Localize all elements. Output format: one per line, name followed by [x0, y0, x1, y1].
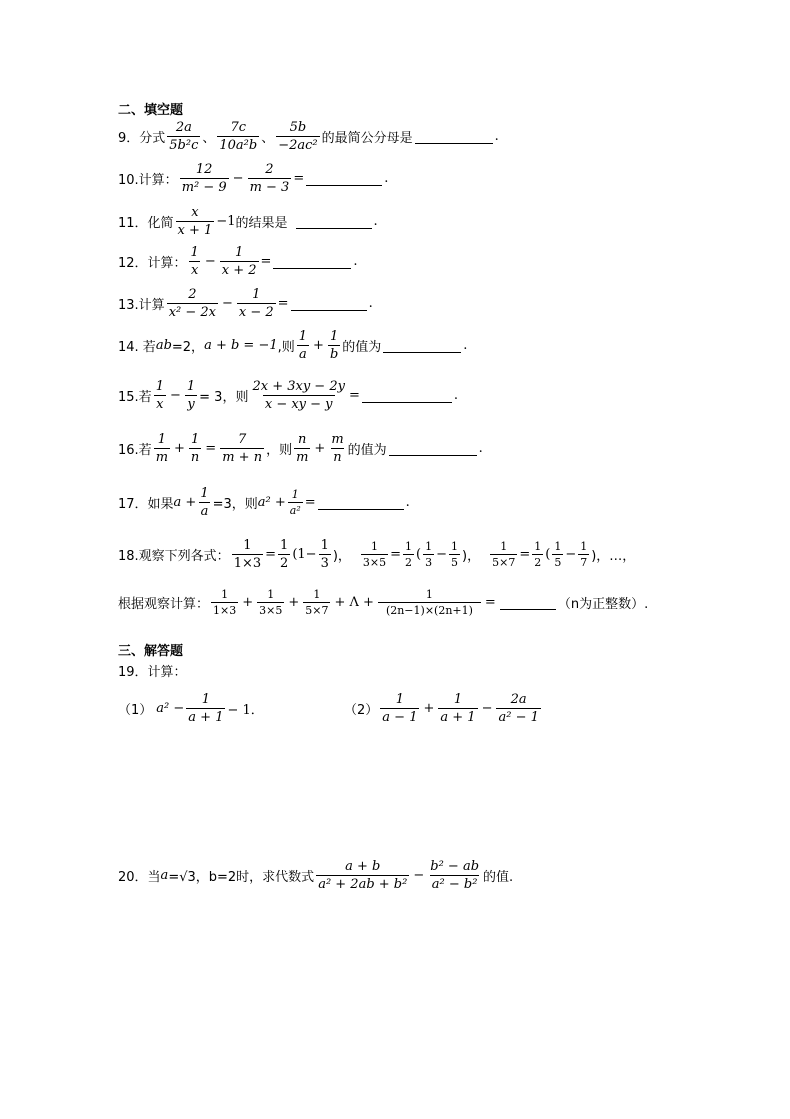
text-segment: 1 — [190, 432, 200, 447]
text-segment: + — [174, 441, 185, 456]
text-segment: 2 — [280, 556, 289, 571]
fraction — [154, 379, 166, 412]
text-segment: 1 — [186, 379, 196, 394]
text-segment: 1 — [425, 540, 433, 553]
text-segment: 5×7 — [305, 604, 329, 617]
text-segment: x − xy − y — [264, 397, 333, 412]
text-segment: − — [232, 171, 244, 186]
text-segment: 16.若 — [118, 443, 152, 458]
question-13 — [118, 287, 373, 320]
text-segment: a — [200, 504, 209, 519]
answer-blank[interactable] — [296, 214, 372, 229]
fraction — [294, 432, 310, 465]
question-17 — [118, 486, 410, 519]
fraction — [198, 486, 210, 519]
fraction — [423, 540, 434, 569]
text-segment: )， — [462, 549, 481, 564]
text-segment: + — [288, 595, 300, 610]
text-segment: 2a — [175, 120, 192, 135]
text-segment: = 3，则 — [199, 390, 249, 405]
fraction — [380, 692, 419, 725]
text-segment: (1− — [292, 547, 317, 562]
text-segment: n — [333, 450, 342, 465]
text-segment: a² − 1 — [498, 710, 539, 725]
text-segment: =√3，b=2时，求代数式 — [168, 870, 315, 885]
fraction — [297, 329, 309, 362]
text-segment: a + — [173, 495, 197, 510]
text-segment: (2n−1)×(2n+1) — [378, 602, 481, 617]
text-segment: = — [348, 388, 360, 403]
fraction — [496, 692, 540, 725]
text-segment: . — [373, 214, 378, 229]
text-segment: 17．如果 — [118, 497, 174, 512]
text-segment: 5b²c — [169, 138, 199, 153]
text-segment: 19．计算： — [118, 665, 187, 680]
text-segment: 1 — [221, 588, 229, 601]
text-segment: 1 — [298, 329, 308, 344]
text-segment: + — [313, 338, 324, 353]
text-segment: 10.计算： — [118, 173, 178, 188]
question-19-part-1 — [118, 692, 264, 725]
text-segment: 的结果是 — [235, 216, 288, 231]
text-segment: 1 — [291, 488, 299, 501]
text-segment: （2） — [344, 703, 379, 718]
text-segment: = — [484, 595, 496, 610]
text-segment: − — [169, 388, 181, 403]
text-segment: 18.观察下列各式： — [118, 549, 230, 564]
text-segment: 1 — [243, 538, 252, 553]
text-segment: 1 — [451, 540, 459, 553]
text-segment: 根据观察计算： — [118, 597, 210, 612]
text-segment: （1） — [118, 703, 153, 718]
text-segment: 1 — [157, 432, 166, 447]
question-19 — [118, 661, 187, 680]
text-segment: . — [463, 338, 468, 353]
fraction — [211, 588, 238, 617]
text-segment: a + 1 — [440, 710, 476, 725]
text-segment: )， — [332, 549, 351, 564]
text-segment: 5b — [289, 120, 307, 135]
text-segment: − — [481, 701, 493, 716]
fraction — [403, 540, 414, 569]
text-segment: 14. 若 — [118, 340, 156, 355]
question-19-part-2 — [344, 692, 543, 725]
text-segment: ab — [155, 338, 172, 353]
fraction — [303, 588, 330, 617]
text-segment: m — [331, 432, 344, 447]
question-18-sum — [118, 588, 648, 617]
text-segment: a — [299, 347, 307, 362]
fraction — [237, 287, 276, 320]
text-segment: 的值. — [483, 870, 514, 885]
text-segment: 三、解答题 — [118, 644, 184, 659]
text-segment: 2 — [188, 287, 197, 302]
fraction — [186, 692, 225, 725]
text-segment: 2x + 3xy − 2y — [252, 379, 345, 394]
text-segment: m² − 9 — [181, 180, 227, 195]
fraction — [220, 432, 264, 465]
text-segment: 11．化简 — [118, 216, 174, 231]
fraction — [288, 488, 303, 517]
text-segment: 1 — [313, 588, 321, 601]
text-segment: = — [519, 547, 531, 562]
text-segment: b² − ab — [430, 859, 480, 874]
text-segment: a² — [289, 504, 301, 517]
question-16 — [118, 432, 483, 465]
fraction — [189, 245, 201, 278]
text-segment: m — [296, 450, 309, 465]
text-segment: 1×3 — [213, 604, 237, 617]
answer-blank[interactable] — [291, 296, 367, 311]
text-segment: x + 1 — [177, 223, 213, 238]
text-segment: 1 — [534, 540, 542, 553]
answer-blank[interactable] — [389, 441, 477, 456]
text-segment: 、 — [202, 131, 216, 146]
answer-blank[interactable] — [500, 595, 556, 610]
text-segment: = — [265, 547, 277, 562]
text-segment: （n为正整数）. — [557, 597, 649, 612]
text-segment: . — [353, 254, 358, 269]
text-segment: 7 — [580, 556, 588, 569]
text-segment: . — [384, 171, 389, 186]
text-segment: = — [260, 254, 272, 269]
text-segment: 、 — [261, 131, 275, 146]
text-segment: x² − 2x — [168, 305, 216, 320]
text-segment: 1 — [500, 540, 508, 553]
text-segment: 12．计算： — [118, 256, 187, 271]
text-segment: =3，则 — [212, 497, 258, 512]
section-solve-title — [118, 640, 183, 659]
answer-blank[interactable] — [362, 388, 452, 403]
text-segment: . — [494, 129, 499, 144]
text-segment: a² + — [257, 495, 286, 510]
text-segment: )，…， — [591, 549, 636, 564]
text-segment: 1×3 — [233, 556, 262, 571]
text-segment: 2a — [510, 692, 527, 707]
fraction — [552, 540, 563, 569]
text-segment: 3×5 — [259, 604, 283, 617]
fraction — [154, 432, 170, 465]
text-segment: b — [329, 347, 339, 362]
question-9 — [118, 120, 499, 153]
text-segment: a − 1 — [382, 710, 418, 725]
text-segment: 的值为 — [342, 340, 382, 355]
fraction — [276, 120, 319, 153]
text-segment: 1 — [200, 486, 209, 501]
text-segment: n — [298, 432, 307, 447]
fraction — [232, 538, 263, 571]
text-segment: 1 — [155, 379, 164, 394]
fraction — [449, 540, 460, 569]
text-segment: x — [191, 263, 199, 278]
text-segment: 2 — [265, 162, 274, 177]
text-segment: 1 — [267, 588, 275, 601]
text-segment: 13.计算 — [118, 298, 165, 313]
text-segment: =2， — [171, 340, 205, 355]
text-segment: + — [423, 701, 435, 716]
text-segment: ,则 — [277, 340, 295, 355]
text-segment: x + 2 — [221, 263, 257, 278]
text-segment: 12 — [195, 162, 213, 177]
text-segment: = — [390, 547, 402, 562]
fraction — [361, 540, 388, 569]
text-segment: 1 — [425, 588, 433, 601]
fraction — [319, 538, 331, 571]
text-segment: + — [314, 441, 326, 456]
text-segment: . — [453, 388, 458, 403]
text-segment: + Λ + — [334, 595, 374, 610]
text-segment: 1 — [234, 245, 244, 260]
text-segment: + — [242, 595, 254, 610]
text-segment: a + 1 — [188, 710, 224, 725]
fraction — [378, 588, 481, 617]
text-segment: 1 — [190, 245, 199, 260]
fraction — [250, 379, 346, 412]
fraction — [180, 162, 229, 195]
text-segment: 9．分式 — [118, 131, 166, 146]
fraction — [257, 588, 284, 617]
fraction — [316, 859, 409, 892]
text-segment: x — [156, 397, 164, 412]
text-segment: − — [436, 547, 448, 562]
text-segment: a — [160, 868, 169, 883]
text-segment: 1 — [554, 540, 562, 553]
text-segment: 5 — [451, 556, 459, 569]
text-segment: 1 — [252, 287, 261, 302]
fraction — [189, 432, 201, 465]
question-18 — [118, 538, 635, 571]
text-segment: . — [405, 495, 410, 510]
text-segment: 1 — [320, 538, 329, 553]
text-segment: 10a²b — [219, 138, 258, 153]
question-15 — [118, 379, 458, 412]
text-segment: x — [191, 205, 199, 220]
text-segment: 1 — [405, 540, 413, 553]
text-segment: a² − — [156, 701, 185, 716]
text-segment: − — [565, 547, 577, 562]
answer-blank[interactable] — [318, 495, 404, 510]
text-segment: − — [222, 296, 233, 311]
text-segment: a² + 2ab + b² — [318, 877, 408, 892]
fraction — [532, 540, 543, 569]
fraction — [428, 859, 481, 892]
text-segment: 1 — [580, 540, 588, 553]
fraction — [220, 245, 259, 278]
text-segment: x − 2 — [238, 305, 274, 320]
text-segment: 3×5 — [362, 556, 387, 569]
question-10 — [118, 162, 388, 195]
text-segment: a² − b² — [431, 877, 478, 892]
text-segment: 1 — [201, 692, 211, 707]
text-segment: n — [190, 450, 200, 465]
fraction — [490, 540, 517, 569]
text-segment: a + b = −1 — [204, 338, 278, 353]
text-segment: −1 — [216, 214, 236, 229]
answer-blank[interactable] — [415, 129, 493, 144]
text-segment: y — [187, 397, 195, 412]
text-segment: = — [277, 296, 289, 311]
text-segment: = — [205, 441, 217, 456]
question-12 — [118, 245, 358, 278]
text-segment: m + n — [222, 450, 263, 465]
fraction — [217, 120, 259, 153]
text-segment: ( — [416, 547, 422, 562]
text-segment: . — [368, 296, 373, 311]
fraction — [167, 120, 200, 153]
fraction — [438, 692, 477, 725]
text-segment: = — [293, 171, 305, 186]
text-segment: − — [413, 868, 425, 883]
fraction — [328, 329, 340, 362]
text-segment: 二、填空题 — [118, 103, 184, 118]
text-segment: 2 — [405, 556, 413, 569]
question-14 — [118, 329, 467, 362]
answer-blank[interactable] — [306, 171, 382, 186]
text-segment: 2 — [534, 556, 542, 569]
text-segment: ，则 — [266, 443, 293, 458]
text-segment: 的值为 — [347, 443, 387, 458]
fraction — [185, 379, 197, 412]
text-segment: 7 — [237, 432, 247, 447]
text-segment: m — [155, 450, 169, 465]
text-segment: = — [304, 495, 316, 510]
answer-blank[interactable] — [273, 254, 351, 269]
fraction — [329, 432, 345, 465]
question-20 — [118, 859, 513, 892]
text-segment: 3 — [320, 556, 329, 571]
text-segment: − — [204, 254, 216, 269]
text-segment: 20．当 — [118, 870, 161, 885]
text-segment: 的最简公分母是 — [321, 131, 413, 146]
text-segment: m − 3 — [249, 180, 290, 195]
section-fill-title — [118, 99, 183, 118]
text-segment: 5 — [554, 556, 562, 569]
fraction — [248, 162, 292, 195]
fraction — [278, 538, 290, 571]
text-segment: 1 — [371, 540, 379, 553]
answer-blank[interactable] — [383, 338, 461, 353]
text-segment: 5×7 — [492, 556, 516, 569]
text-segment: −2ac² — [278, 138, 318, 153]
fraction — [176, 205, 215, 238]
text-segment: 1 — [280, 538, 289, 553]
text-segment: 1 — [395, 692, 405, 707]
text-segment: 7c — [230, 120, 247, 135]
text-segment: ( — [545, 547, 551, 562]
text-segment: 1 — [329, 329, 339, 344]
fraction — [578, 540, 589, 569]
text-segment: . — [478, 441, 483, 456]
text-segment: 1 — [453, 692, 463, 707]
question-11 — [118, 205, 378, 238]
text-segment: − 1． — [227, 703, 264, 718]
text-segment: 3 — [425, 556, 433, 569]
text-segment: a + b — [345, 859, 381, 874]
text-segment: 15.若 — [118, 390, 152, 405]
fraction — [167, 287, 218, 320]
